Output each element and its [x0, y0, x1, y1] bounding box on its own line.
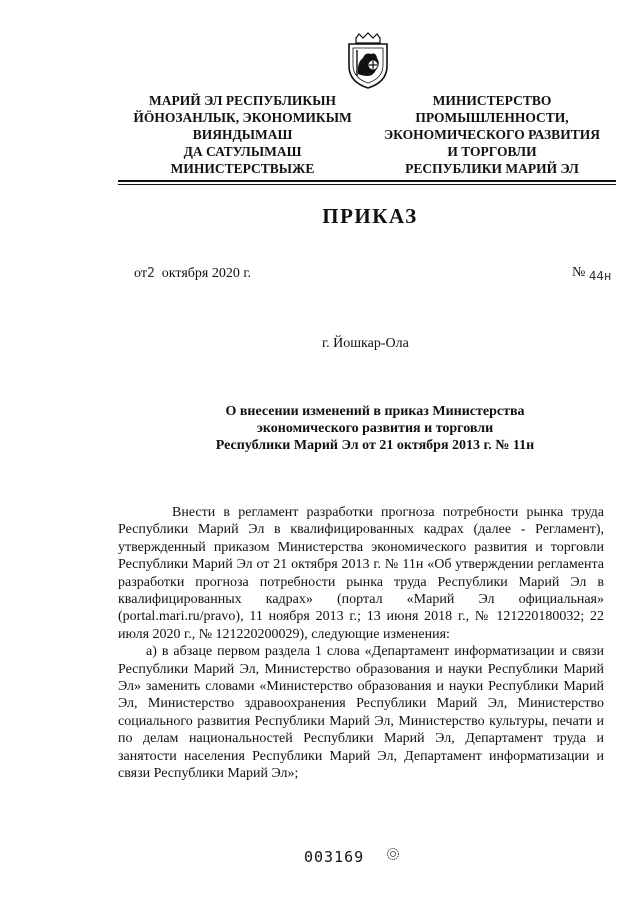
- header-left-line: ДА САТУЛЫМАШ: [183, 144, 302, 159]
- body-paragraph: Внести в регламент разработки прогноза потребности рынка труда Республики Марий Эл в квалифицированных кадрах (далее - Регламент), утвержденный приказом Министерства экономического развития и торговли Республики Марий Эл от 21 октября 2013 г. № 11н «Об утверждении регламента разработки прогноза потребности рынка труда Республики Марий Эл в квалифицированных кадрах» (портал «Марий Эл официальная» (portal.mari.ru/pravo), 11 ноября 2013 г.; 13 июня 2018 г., № 121220180032; 22 июля 2020 г., № 121220200029), следующие изменения:: [118, 505, 604, 642]
- date-day: 2: [146, 266, 155, 281]
- header-right-line: ЭКОНОМИЧЕСКОГО РАЗВИТИЯ: [384, 127, 600, 142]
- rosette-icon: [386, 847, 400, 861]
- number-label: №: [572, 265, 586, 280]
- header-divider-thin: [118, 184, 616, 185]
- header-left-line: МАРИЙ ЭЛ РЕСПУБЛИКЫН: [149, 93, 336, 108]
- subject-line: О внесении изменений в приказ Министерства: [225, 404, 525, 419]
- subject-line: Республики Марий Эл от 21 октября 2013 г. № 11н: [215, 438, 535, 453]
- date-prefix: от: [134, 266, 147, 281]
- subject-line: экономического развития и торговли: [256, 421, 494, 436]
- header-left-marian: [130, 92, 355, 177]
- header-right-line: РЕСПУБЛИКИ МАРИЙ ЭЛ: [405, 161, 579, 176]
- number-value: 44н: [588, 268, 612, 283]
- header-divider-thick: [118, 180, 616, 182]
- document-date: [134, 266, 251, 282]
- document-title: ПРИКАЗ: [322, 204, 418, 228]
- header-right-line: МИНИСТЕРСТВО: [432, 93, 552, 108]
- document-subject: [140, 403, 610, 454]
- coat-of-arms-icon: [343, 32, 393, 90]
- header-left-line: ЙӦНОЗАНЛЫК, ЭКОНОМИКЫМ: [133, 110, 352, 125]
- document-body: [118, 504, 604, 783]
- date-month-year: октября 2020 г.: [161, 266, 251, 281]
- header-right-russian: [378, 92, 606, 177]
- header-right-line: ПРОМЫШЛЕННОСТИ,: [415, 110, 569, 125]
- header-right-line: И ТОРГОВЛИ: [447, 144, 537, 159]
- header-left-line: ВИЯНДЫМАШ: [192, 127, 293, 142]
- serial-number: 003169: [304, 848, 365, 866]
- document-number: [572, 264, 611, 281]
- header-left-line: МИНИСТЕРСТВЫЖЕ: [170, 161, 315, 176]
- document-city: г. Йошкар-Ола: [322, 336, 409, 351]
- body-paragraph: а) в абзаце первом раздела 1 слова «Департамент информатизации и связи Республики Марий Эл, Министерство образования и науки Республики Марий Эл» заменить словами «Министерство образования и науки Республики Марий Эл, Министерство здравоохранения Республики Марий Эл, Министерство социального развития Республики Марий Эл, Министерство культуры, печати и по делам национальностей Республики Марий Эл, Департамент труда и занятости населения Республики Марий Эл, Департамент информатизации и связи Республики Марий Эл»;: [118, 644, 604, 782]
